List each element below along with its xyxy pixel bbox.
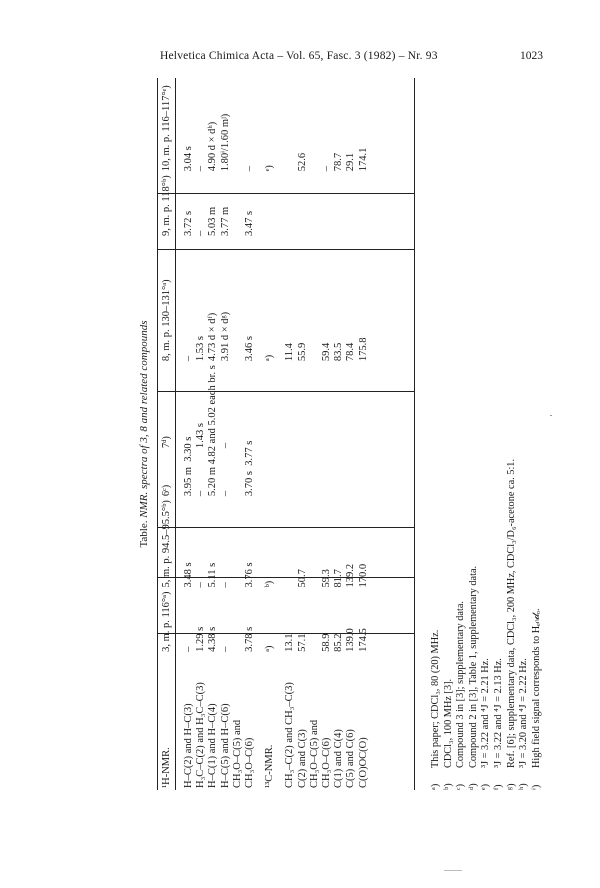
table-cell bbox=[297, 173, 309, 238]
column-header: 9, m. p. 118°ᵇ) bbox=[161, 175, 172, 236]
footnote-text: Compound 2 in [3], Table 1, supplementary data. bbox=[467, 565, 479, 768]
column-header: 10, m. p. 116–117°ᵉ) bbox=[161, 85, 172, 172]
table-row bbox=[345, 78, 357, 790]
row-label: CH₃O–C(5) and bbox=[308, 719, 320, 788]
table-cell bbox=[345, 450, 357, 498]
table-cell: ᵃ) bbox=[264, 645, 276, 652]
row-label: C(5) and C(6) bbox=[345, 729, 357, 788]
rule-bottom bbox=[414, 78, 415, 790]
table-cell bbox=[264, 173, 276, 238]
table-cell: ᵇ) bbox=[264, 580, 276, 588]
column-header: 3, m. p. 116°ᵃ) bbox=[161, 591, 172, 652]
table-cell bbox=[321, 363, 333, 450]
caption-prefix: Table. bbox=[138, 517, 150, 548]
footnote bbox=[455, 78, 468, 790]
table-row bbox=[207, 78, 219, 790]
table-cell: 13.1 bbox=[284, 633, 296, 652]
table-cell: 3.46 s bbox=[244, 336, 256, 362]
row-label: C(1) and C(4) bbox=[333, 729, 345, 788]
footnote bbox=[518, 78, 531, 790]
table-cell: 3.72 s bbox=[183, 210, 194, 236]
footnote bbox=[480, 78, 493, 790]
caption-title: NMR. spectra of 3, 8 and related compounds bbox=[138, 320, 150, 518]
table-cell: 1.29 s bbox=[195, 626, 207, 652]
footnote-mark: ᵍ) bbox=[505, 783, 517, 790]
row-label: H–C(5) and H–C(6) bbox=[219, 703, 231, 788]
table-cell bbox=[358, 363, 370, 450]
table-cell: 1.43 s bbox=[195, 423, 207, 449]
table-cell: 139.2 bbox=[345, 563, 357, 588]
table-cell: – bbox=[195, 166, 207, 172]
table-cell: 3.48 s bbox=[183, 562, 194, 588]
table-cell bbox=[284, 173, 296, 238]
column-divider bbox=[157, 391, 414, 392]
table-cell bbox=[333, 450, 345, 498]
table-cell: 58.9 bbox=[321, 633, 333, 652]
row-label: CH₃O–C(6) bbox=[321, 737, 333, 788]
table-row bbox=[333, 78, 345, 790]
table-cell: 4.38 s bbox=[207, 626, 219, 652]
row-label: H–C(1) and H–C(4) bbox=[207, 703, 219, 788]
table-cell: 170.0 bbox=[357, 563, 369, 588]
table-cell: – bbox=[183, 646, 194, 652]
table-cell bbox=[284, 78, 296, 173]
table-cell bbox=[358, 173, 370, 238]
footnote-mark: ᵈ) bbox=[467, 783, 479, 790]
table-cell: 139.0 bbox=[345, 628, 357, 652]
table-cell: 50.7 bbox=[296, 569, 308, 588]
row-label: CH₃O–C(6) bbox=[244, 737, 256, 788]
table-cell: 3.30 s bbox=[183, 436, 194, 462]
footnote-text: Compound 3 in [3]; supplementary data. bbox=[455, 600, 467, 768]
table-cell bbox=[321, 450, 333, 498]
table-cell: 174.1 bbox=[357, 147, 369, 172]
table-cell: 4.73 d × dᶠ) bbox=[207, 312, 219, 362]
row-label: H–C(2) and H–C(3) bbox=[183, 703, 194, 788]
table-cell bbox=[183, 363, 195, 498]
table-cell: 3.91 d × dᵍ) bbox=[219, 311, 231, 362]
row-label: CH₃–C(2) and CH₃–C(3) bbox=[284, 682, 296, 788]
table-cell: 55.9 bbox=[296, 342, 308, 362]
table-row bbox=[309, 78, 321, 790]
row-label: CH₃O–C(5) and bbox=[231, 719, 243, 788]
table-cell bbox=[297, 450, 309, 498]
table-cell: 3.76 s bbox=[244, 562, 256, 588]
column-header: 5, m. p. 94.5–95.5°ᵇ) bbox=[161, 500, 172, 588]
footnote-text: ³J = 3.20 and ⁴J = 2.22 Hz. bbox=[518, 658, 530, 768]
table-cell: 11.4 bbox=[284, 343, 296, 362]
footnote-mark: ʰ) bbox=[518, 783, 530, 790]
table-cell: 4.90 d × dʰ) bbox=[207, 121, 219, 172]
column-divider bbox=[157, 193, 414, 194]
table-cell: 57.1 bbox=[296, 633, 308, 652]
nmr-data-table bbox=[159, 78, 370, 790]
footnote bbox=[531, 78, 544, 790]
table-cell: – bbox=[219, 646, 231, 652]
table-cell: 5.20 m bbox=[207, 466, 219, 497]
footnote bbox=[443, 78, 456, 790]
row-label: H₃C–C(2) and H₃C–C(3) bbox=[195, 682, 207, 788]
row-label: C(O)OC(O) bbox=[357, 737, 369, 788]
table-cell bbox=[284, 363, 296, 450]
footnote-text: ³J = 3.22 and ⁴J = 2.13 Hz. bbox=[492, 658, 504, 768]
table-cell bbox=[358, 450, 370, 498]
table-cell: – bbox=[183, 355, 194, 362]
table-cell: 59.3 bbox=[321, 569, 333, 588]
table-row bbox=[232, 78, 244, 790]
table-cell bbox=[333, 173, 345, 238]
table-row bbox=[195, 78, 207, 790]
table-cell: – bbox=[195, 582, 207, 588]
table-cell: – bbox=[219, 490, 231, 497]
table-cell: 3.78 s bbox=[244, 626, 256, 652]
column-divider bbox=[157, 577, 414, 578]
table-cell: 5.11 s bbox=[207, 562, 219, 588]
column-divider bbox=[157, 249, 414, 250]
footnote-text: This paper; CDCl₃, 80 (20) MHz. bbox=[430, 629, 441, 768]
table-cell: 175.8 bbox=[357, 337, 369, 362]
table-cell bbox=[321, 173, 333, 238]
column-header: 7ᵈ) bbox=[161, 436, 172, 449]
footnote-text: ³J = 3.22 and ⁴J = 2.21 Hz. bbox=[480, 658, 492, 768]
row-label: C(2) and C(3) bbox=[296, 729, 308, 788]
table-cell: 3.77 m bbox=[219, 206, 231, 236]
table-cell: ᵉ) bbox=[264, 165, 276, 172]
footnote-text: Ref. [6]; supplementary data, CDCl₃, 200 MHz, CDCl₃/D₆-acetone ca. 5:1. bbox=[505, 458, 517, 768]
table-cell: – bbox=[321, 166, 333, 172]
table-cell: 83.5 bbox=[333, 342, 345, 362]
spacer-row bbox=[256, 78, 264, 790]
footnote bbox=[468, 78, 481, 790]
table-row bbox=[297, 78, 309, 790]
table-cell: 59.4 bbox=[321, 342, 333, 362]
table-cell: 78.4 bbox=[345, 342, 357, 362]
footnote-mark: ⁱ) bbox=[530, 784, 542, 790]
table-cell bbox=[297, 363, 309, 450]
footnote bbox=[506, 78, 519, 790]
column-divider bbox=[157, 527, 414, 528]
scan-artifact bbox=[550, 415, 552, 416]
rotated-nmr-table bbox=[138, 78, 552, 790]
table-cell: 85.2 bbox=[333, 633, 345, 652]
scan-artifact bbox=[444, 870, 462, 871]
footnote-mark: ᵉ) bbox=[480, 783, 492, 790]
table-cell: 174.5 bbox=[357, 628, 369, 652]
footnote-mark: ᵇ) bbox=[442, 783, 454, 790]
table-cell bbox=[244, 363, 256, 498]
table-row bbox=[358, 78, 370, 790]
table-cell: 81.7 bbox=[333, 569, 345, 588]
table-cell bbox=[284, 450, 296, 498]
page-number: 1023 bbox=[520, 50, 543, 62]
table-cell: 29.1 bbox=[345, 152, 357, 172]
table-cell bbox=[264, 363, 276, 450]
table-row bbox=[321, 78, 333, 790]
table-row bbox=[220, 78, 232, 790]
table-cell bbox=[264, 450, 276, 498]
table-cell: – bbox=[219, 442, 231, 449]
table-cell: 3.47 s bbox=[244, 210, 256, 236]
table-cell bbox=[345, 363, 357, 450]
table-cell bbox=[284, 498, 296, 589]
footnote bbox=[430, 78, 443, 790]
table-cell: – bbox=[244, 166, 256, 172]
table-cell: 5.03 m bbox=[207, 206, 219, 236]
table-cell: – bbox=[195, 230, 207, 236]
table-cell: – bbox=[219, 582, 231, 588]
table-cell: 3.70 s bbox=[244, 471, 256, 497]
table-cell: – bbox=[195, 490, 207, 497]
table-cell bbox=[333, 363, 345, 450]
footnote-text: High field signal corresponds to Hₑₙ𝒹ₒ. bbox=[530, 608, 542, 768]
footnote-mark: ᵃ) bbox=[430, 783, 441, 790]
table-cell: ᵃ) bbox=[264, 354, 276, 362]
table-cell: 1.80ⁱ/1.60 mʲ) bbox=[219, 113, 231, 172]
table-cell: 4.82 and 5.02 each br. s bbox=[207, 365, 219, 465]
table-row bbox=[244, 78, 256, 790]
table-cell bbox=[345, 173, 357, 238]
column-header: ¹H-NMR. bbox=[161, 747, 172, 788]
journal-running-header: Helvetica Chimica Acta – Vol. 65, Fasc. 3 (1982) – Nr. 93 bbox=[160, 50, 438, 62]
column-header: 6ᶜ) bbox=[161, 484, 172, 497]
table-cell: 78.7 bbox=[333, 152, 345, 172]
table-cell: 1.53 s bbox=[195, 336, 207, 362]
table-cell: 3.04 s bbox=[183, 146, 194, 172]
section-header-row bbox=[264, 78, 276, 790]
footnote-mark: ᶜ) bbox=[455, 783, 467, 790]
table-cell: 3.77 s bbox=[244, 440, 256, 466]
table-cell: 52.6 bbox=[296, 152, 308, 172]
spacer-row bbox=[175, 78, 183, 790]
column-header-row bbox=[159, 78, 175, 790]
table-row bbox=[284, 78, 296, 790]
column-divider bbox=[157, 633, 414, 634]
rule-top bbox=[157, 78, 158, 790]
table-footnotes bbox=[430, 78, 543, 790]
section-label-13c: ¹³C-NMR. bbox=[264, 744, 276, 788]
table-row bbox=[183, 78, 195, 790]
footnote-mark: ᶠ) bbox=[492, 784, 504, 790]
table-cell bbox=[207, 363, 219, 498]
spacer-row bbox=[276, 78, 284, 790]
column-header: 8, m. p. 130–131°ᵃ) bbox=[161, 279, 172, 362]
table-caption bbox=[138, 78, 150, 790]
footnote-text: CDCl₃, 100 MHz [3]. bbox=[442, 678, 454, 768]
table-cell: 3.95 m bbox=[183, 466, 194, 497]
footnote bbox=[493, 78, 506, 790]
